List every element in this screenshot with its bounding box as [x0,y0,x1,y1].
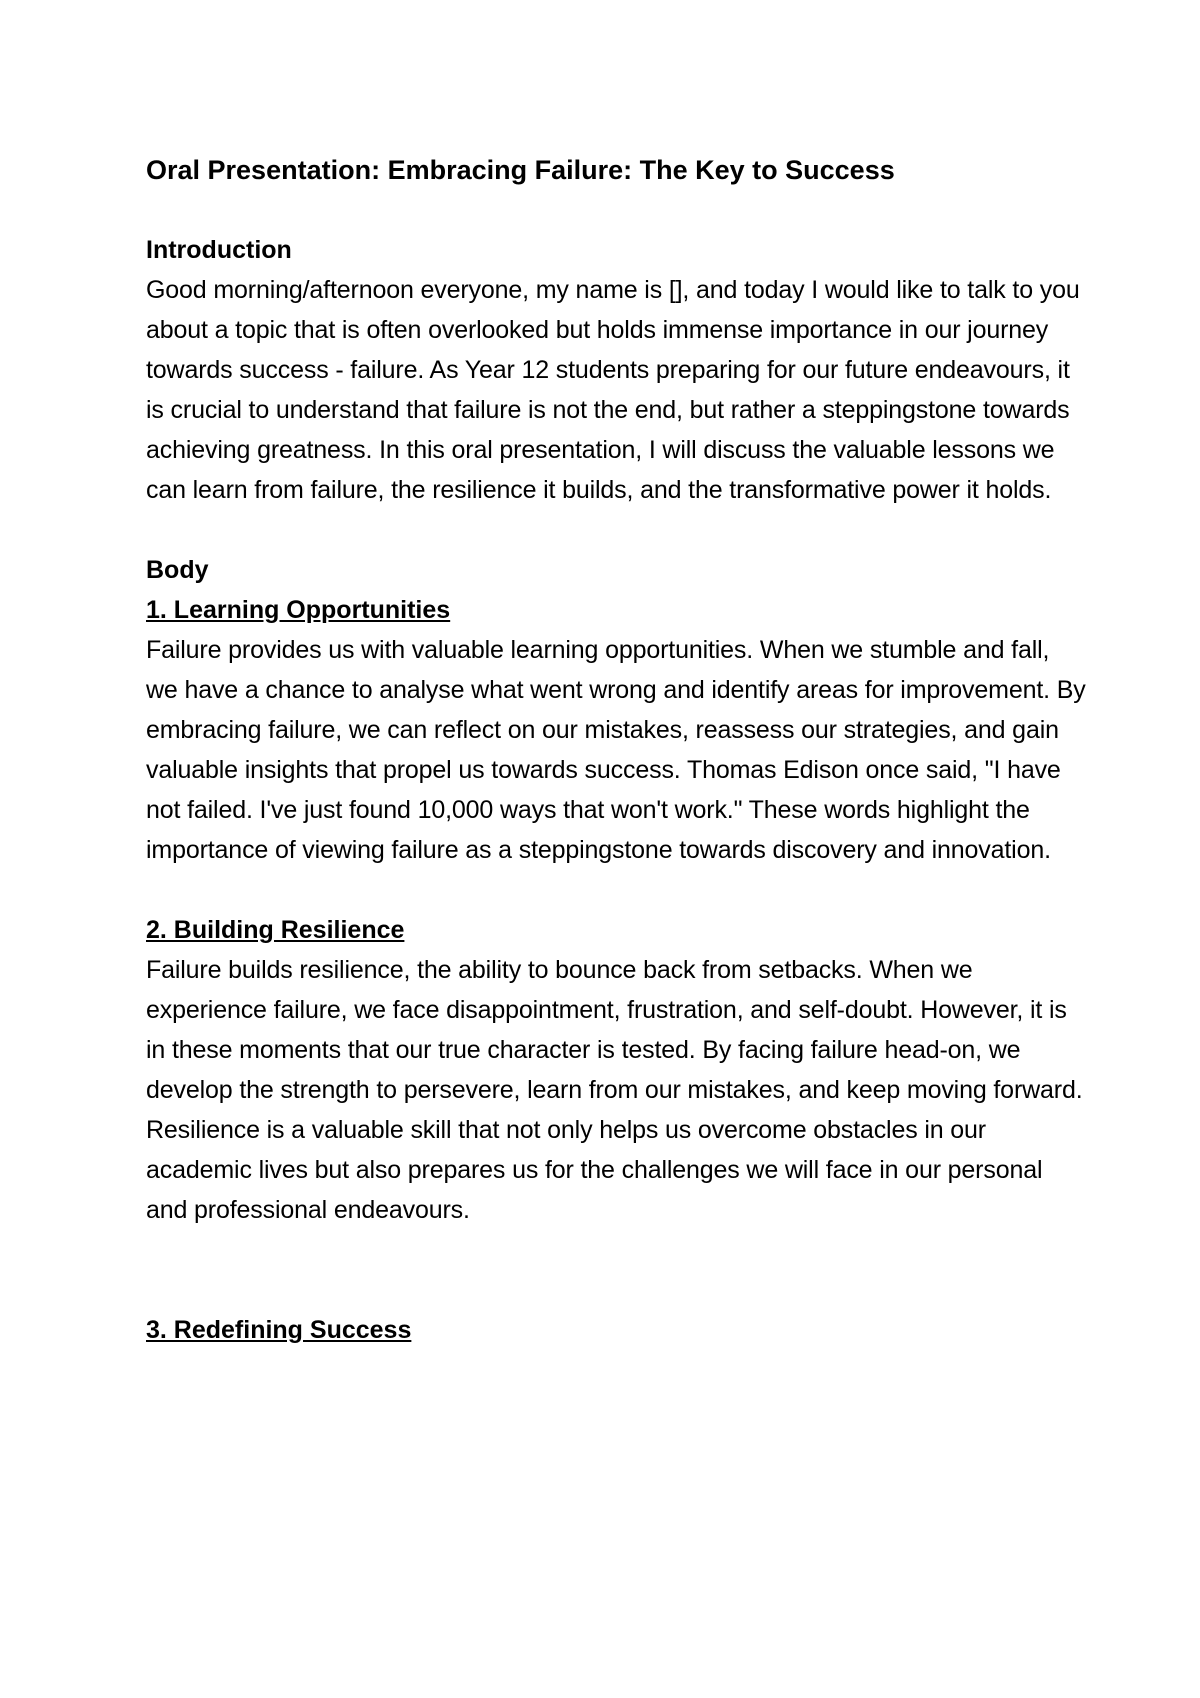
body-heading: Body [146,556,209,584]
introduction-paragraph: Good morning/afternoon everyone, my name is [], and today I would like to talk to you about a topic that is often overlooked but holds immense importance in our journey towards success - failure. As Year 12 students preparing for our future endeavours, it is crucial to understand that failure is not the end, but rather a steppingstone towards achieving greatness. In this oral presentation, I will discuss the valuable lessons we can learn from failure, the resilience it builds, and the transformative power it holds. [146,276,1080,504]
section-title-building-resilience: 2. Building Resilience [146,916,405,944]
document-content [146,150,1086,1350]
introduction-heading: Introduction [146,236,292,264]
section-paragraph-learning-opportunities: Failure provides us with valuable learning opportunities. When we stumble and fall, we have a chance to analyse what went wrong and identify areas for improvement. By embracing failure, we can reflect on our mistakes, reassess our strategies, and gain valuable insights that propel us towards success. Thomas Edison once said, "I have not failed. I've just found 10,000 ways that won't work." These words highlight the importance of viewing failure as a steppingstone towards discovery and innovation. [146,636,1086,864]
spacer [146,870,1086,910]
document-title: Oral Presentation: Embracing Failure: The Key to Success [146,155,895,185]
spacer [146,510,1086,550]
spacer [146,190,1086,230]
spacer [146,1230,1086,1310]
section-paragraph-building-resilience: Failure builds resilience, the ability to bounce back from setbacks. When we experience failure, we face disappointment, frustration, and self-doubt. However, it is in these moments that our true character is tested. By facing failure head-on, we develop the strength to persevere, learn from our mistakes, and keep moving forward. Resilience is a valuable skill that not only helps us overcome obstacles in our academic lives but also prepares us for the challenges we will face in our personal and professional endeavours. [146,956,1083,1224]
section-title-redefining-success: 3. Redefining Success [146,1316,412,1344]
section-title-learning-opportunities: 1. Learning Opportunities [146,596,451,624]
